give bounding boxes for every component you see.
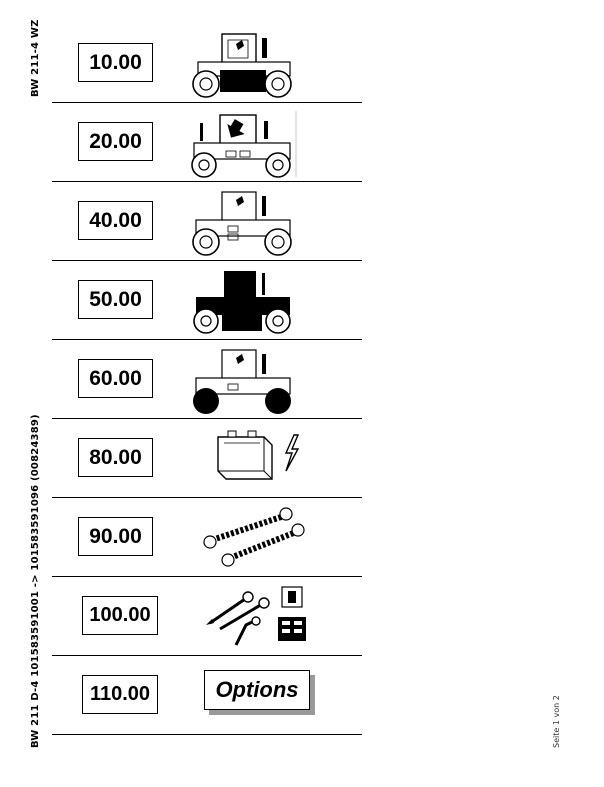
group-code[interactable]: 100.00 [82,596,158,635]
group-code[interactable]: 10.00 [78,43,153,82]
page-number: Seite 1 von 2 [552,695,561,748]
group-row-40[interactable] [52,182,362,261]
group-row-80[interactable] [52,419,362,498]
group-row-110[interactable] [52,656,362,735]
group-row-100[interactable] [52,577,362,656]
group-code[interactable]: 90.00 [78,517,153,556]
roller-machine-cab-icon [184,107,304,179]
options-label[interactable]: Options [204,670,310,710]
group-code[interactable]: 110.00 [82,675,158,714]
group-row-20[interactable] [52,103,362,182]
group-code[interactable]: 40.00 [78,201,153,240]
battery-electrical-icon [184,423,304,495]
group-code[interactable]: 50.00 [78,280,153,319]
group-index [52,24,362,735]
group-row-50[interactable] [52,261,362,340]
group-row-60[interactable] [52,340,362,419]
group-code[interactable]: 80.00 [78,438,153,477]
roller-machine-black-drum-icon [184,344,304,416]
roller-machine-lower-frame-icon [184,28,304,100]
group-row-90[interactable] [52,498,362,577]
hydraulic-hoses-icon [184,502,304,574]
group-code[interactable]: 60.00 [78,359,153,398]
roller-machine-black-body-icon [184,265,304,337]
group-code[interactable]: 20.00 [78,122,153,161]
machine-serial-range-label: BW 211 D-4 101583591001 -> 101583591096 (00824389) [30,414,41,748]
roller-machine-outline-icon [184,186,304,258]
machine-model-label: BW 211-4 WZ [30,19,41,97]
tools-fuel-manual-icon [184,581,304,653]
group-row-10[interactable] [52,24,362,103]
